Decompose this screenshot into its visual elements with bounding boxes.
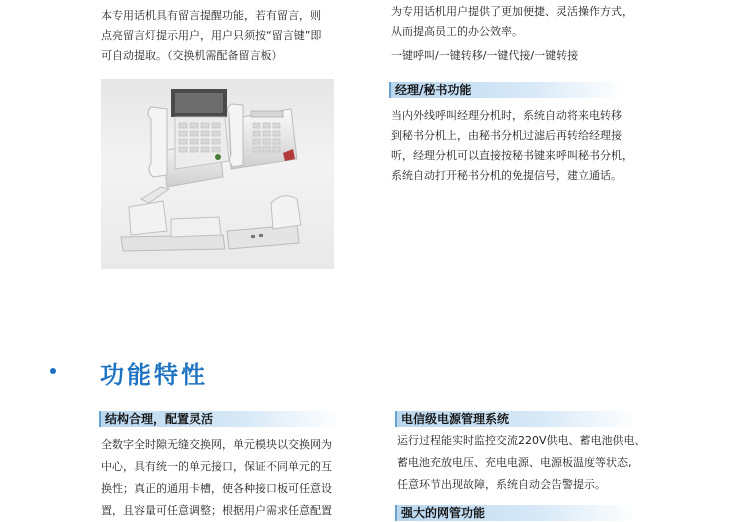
- secretary-section-text: [391, 106, 633, 186]
- text-line: 中心，具有统一的单元接口，保证不同单元的互: [101, 460, 332, 473]
- text-line: 系统自动打开秘书分机的免提信号，建立通话。: [391, 169, 622, 182]
- phone-side-views: [121, 187, 301, 251]
- power-section-header: 电信级电源管理系统: [395, 411, 637, 427]
- text-line: 全数字全时隙无缝交换网，单元模块以交换网为: [101, 438, 332, 451]
- text-line: 可自动提取。（交换机需配备留言板）: [101, 49, 283, 62]
- text-line: 换性；真正的通用卡槽，使各种接口板可任意设: [101, 482, 332, 495]
- structure-section-text: [101, 434, 332, 522]
- text-line: 从而提高员工的办公效率。: [391, 25, 523, 38]
- one-key-operation-text: [391, 2, 633, 66]
- phone-illustration: [101, 79, 334, 269]
- network-section-header: 强大的网管功能: [395, 505, 637, 521]
- text-line: 到秘书分机上，由秘书分机过滤后再转给经理接: [391, 129, 622, 142]
- text-line: 本专用话机具有留言提醒功能，若有留言，则: [101, 9, 321, 22]
- text-line: 当内外线呼叫经理分机时，系统自动将来电转移: [391, 109, 622, 122]
- text-line: 置，且容量可任意调整；根据用户需求任意配置: [101, 504, 332, 517]
- text-line: 任意环节出现故障，系统自动会告警提示。: [397, 478, 606, 491]
- text-line: 蓄电池充放电压、充电电源、电源板温度等状态,: [397, 456, 632, 469]
- secretary-section-header: 经理/秘书功能: [389, 82, 625, 98]
- structure-section-header: 结构合理，配置灵活: [99, 411, 341, 427]
- text-line: 为专用话机用户提供了更加便捷、灵活操作方式，: [391, 5, 633, 18]
- main-phone: [148, 89, 229, 187]
- message-reminder-text: [101, 6, 321, 66]
- features-title: 功能特性: [100, 361, 208, 389]
- phone-product-image: [101, 79, 334, 269]
- text-line: 运行过程能实时监控交流220V供电、蓄电池供电、: [397, 434, 646, 447]
- text-line: 听，经理分机可以直接按秘书键来呼叫秘书分机，: [391, 149, 633, 162]
- power-section-text: [397, 430, 646, 496]
- text-line: 一键呼叫/一键转移/一键代接/一键转接: [391, 49, 579, 62]
- text-line: 点亮留言灯提示用户，用户只须按“留言键”即: [101, 29, 322, 42]
- secondary-phone: [227, 104, 297, 169]
- bullet-icon: [50, 368, 56, 374]
